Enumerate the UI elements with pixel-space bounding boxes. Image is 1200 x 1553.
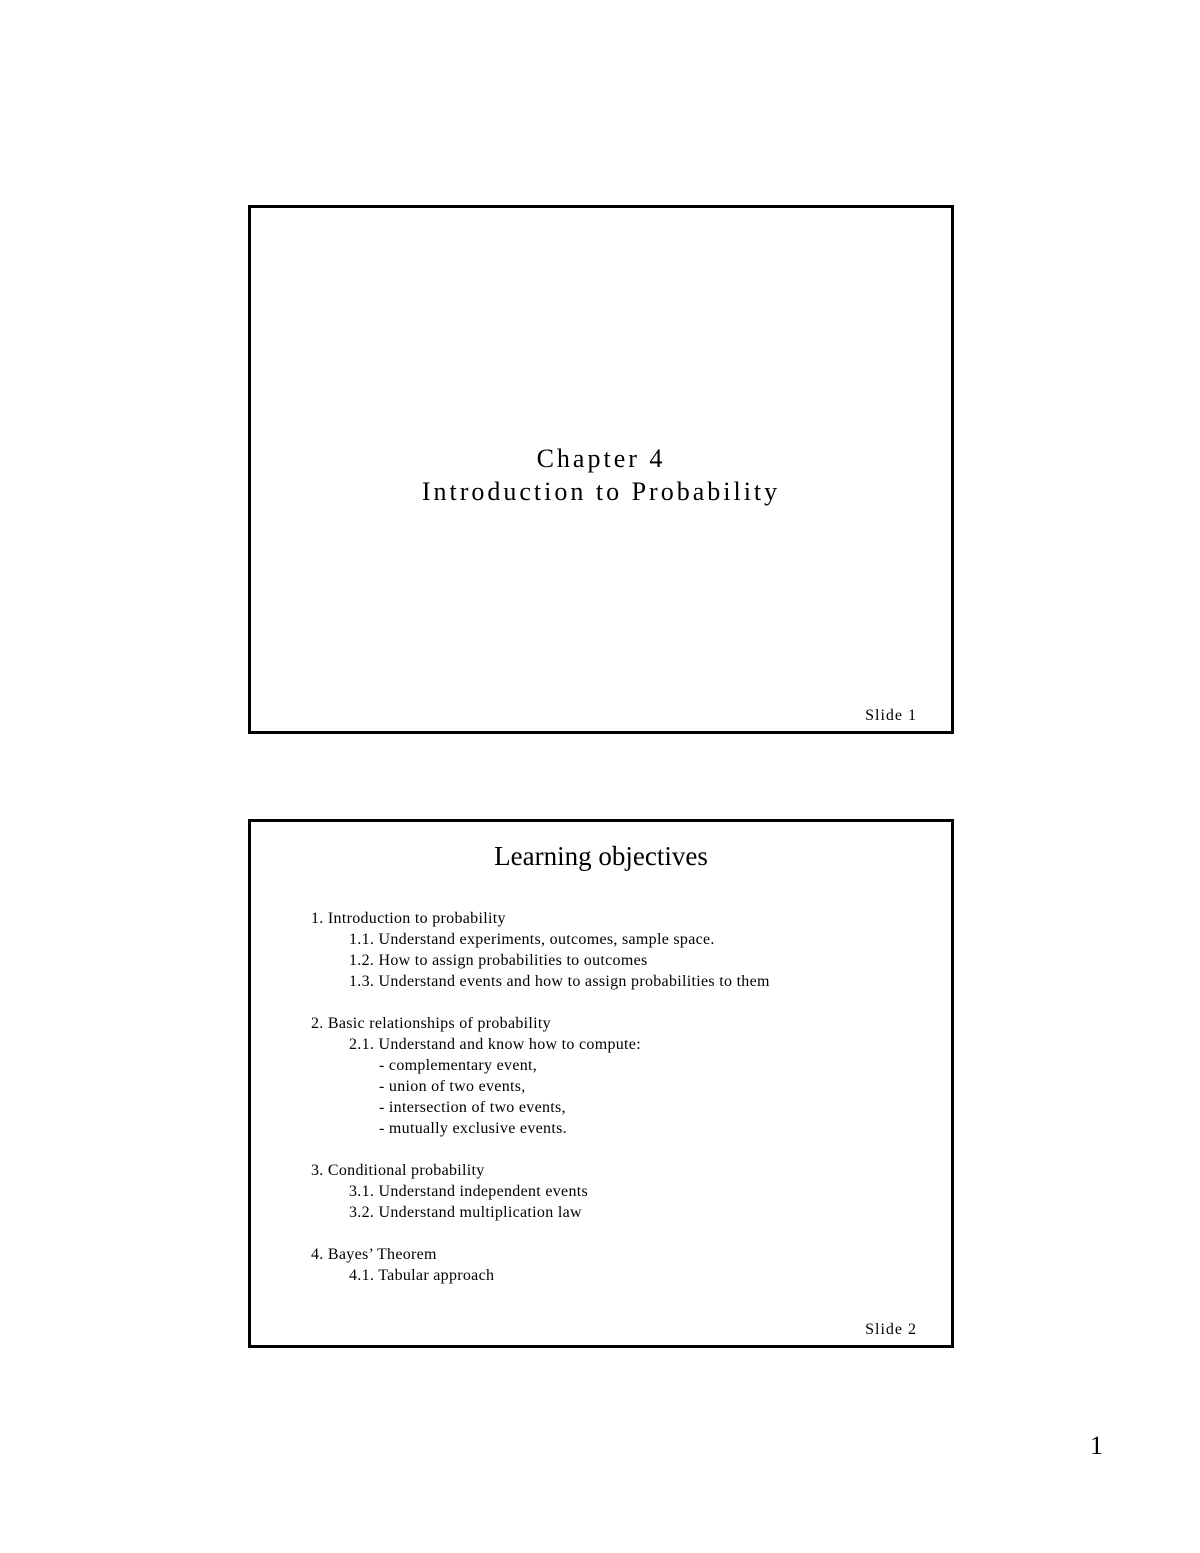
chapter-label: Chapter 4 bbox=[536, 444, 666, 473]
slide-2-number: Slide 2 bbox=[865, 1321, 917, 1338]
section-heading: 1. Introduction to probability bbox=[311, 910, 506, 927]
slide-2 bbox=[248, 819, 954, 1348]
chapter-title: Introduction to Probability bbox=[421, 477, 781, 506]
objectives-list bbox=[311, 908, 770, 1286]
page-number: 1 bbox=[1090, 1431, 1103, 1460]
section-heading: 3. Conditional probability bbox=[311, 1162, 485, 1179]
slide-1 bbox=[248, 205, 954, 734]
slide-1-title bbox=[251, 442, 951, 508]
list-item: 3.1. Understand independent events bbox=[349, 1183, 589, 1200]
sub-list-item: - intersection of two events, bbox=[379, 1099, 566, 1116]
sub-list-item: - complementary event, bbox=[379, 1057, 538, 1074]
sub-list-item: - mutually exclusive events. bbox=[379, 1120, 567, 1137]
spacer bbox=[311, 992, 770, 1013]
slide-1-number: Slide 1 bbox=[865, 707, 917, 724]
list-item: 3.2. Understand multiplication law bbox=[349, 1204, 582, 1221]
sub-list-item: - union of two events, bbox=[379, 1078, 526, 1095]
list-item: 4.1. Tabular approach bbox=[349, 1267, 495, 1284]
section-heading: 2. Basic relationships of probability bbox=[311, 1015, 551, 1032]
spacer bbox=[311, 1223, 770, 1244]
spacer bbox=[311, 1139, 770, 1160]
section-heading: 4. Bayes’ Theorem bbox=[311, 1246, 437, 1263]
slide-2-title: Learning objectives bbox=[494, 841, 708, 871]
list-item: 1.1. Understand experiments, outcomes, sample space. bbox=[349, 931, 715, 948]
list-item: 1.3. Understand events and how to assign probabilities to them bbox=[349, 973, 770, 990]
list-item: 1.2. How to assign probabilities to outcomes bbox=[349, 952, 648, 969]
list-item: 2.1. Understand and know how to compute: bbox=[349, 1036, 641, 1053]
